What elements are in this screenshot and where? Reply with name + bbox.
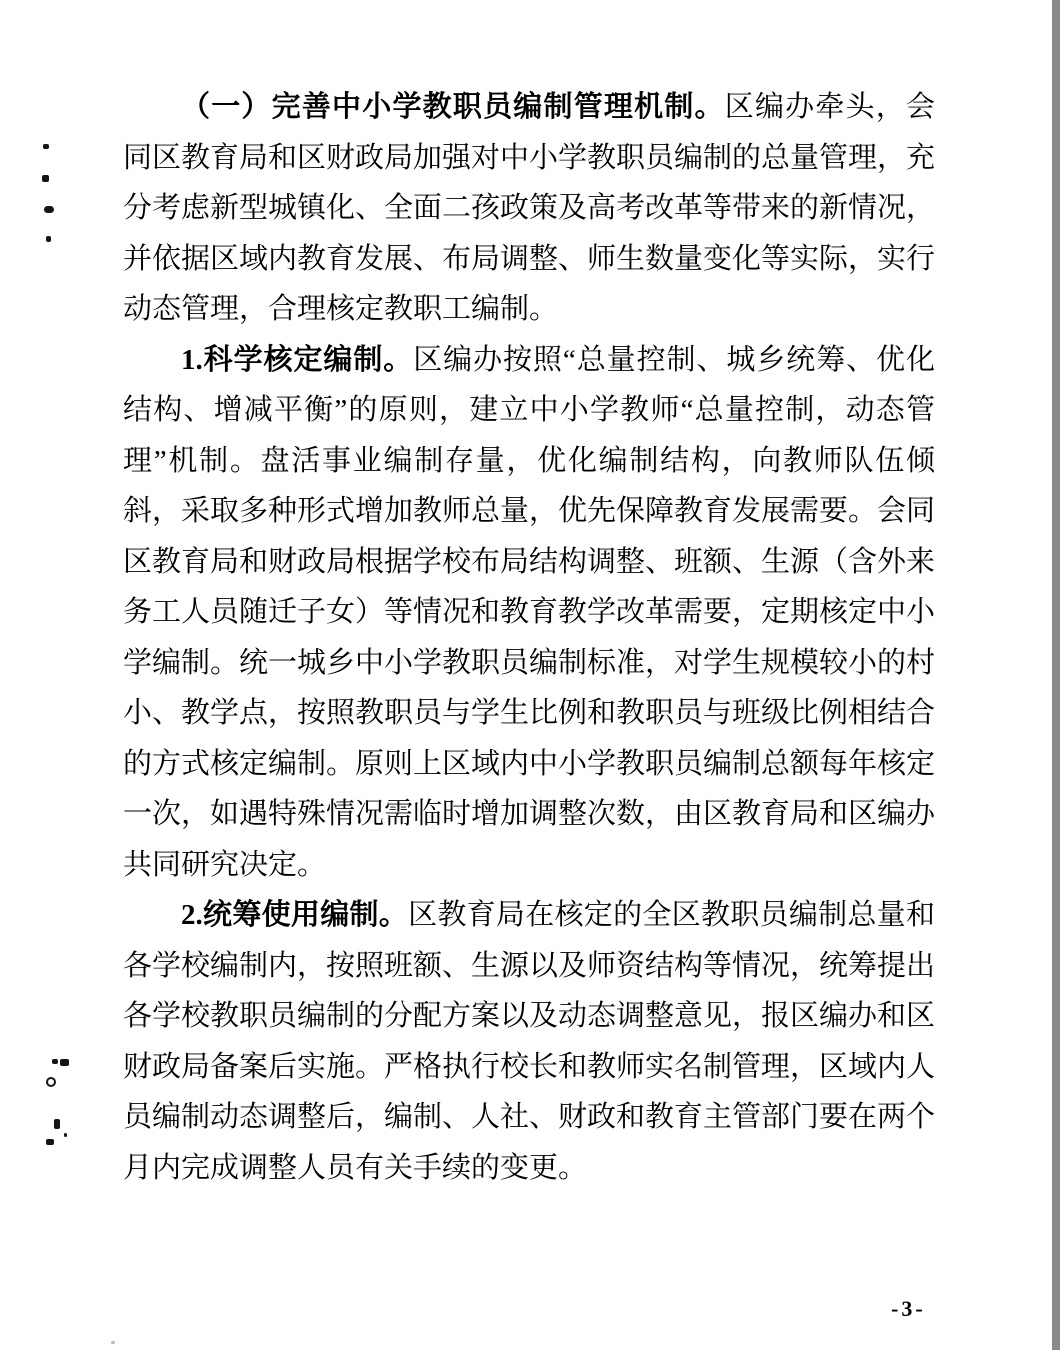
- paragraph-text-item-2: 区教育局在核定的全区教职员编制总量和各学校编制内，按照班额、生源以及师资结构等情况，统筹提出各学校教职员编制的分配方案以及动态调整意见，报区编办和区财政局备案后实施。严格执行校长和教师实名制管理，区域内人员编制动态调整后，编制、人社、财政和教育主管部门要在两个月内完成调整人员有关手续的变更。: [123, 899, 936, 1184]
- paragraph-lead-item-2: 2.统筹使用编制。: [181, 899, 409, 931]
- paragraph-text-section-1: 区编办牵头，会同区教育局和区财政局加强对中小学教职员编制的总量管理，充分考虑新型城镇化、全面二孩政策及高考改革等带来的新情况，并依据区域内教育发展、布局调整、师生数量变化等实际，实行动态管理，合理核定教职工编制。: [123, 91, 936, 325]
- paragraph-text-item-1: 区编办按照“总量控制、城乡统筹、优化结构、增减平衡”的原则，建立中小学教师“总量控制，动态管理”机制。盘活事业编制存量，优化编制结构，向教师队伍倾斜，采取多种形式增加教师总量，优先保障教育发展需要。会同区教育局和财政局根据学校布局结构调整、班额、生源（含外来务工人员随迁子女）等情况和教育教学改革需要，定期核定中小学编制。统一城乡中小学教职员编制标准，对学生规模较小的村小、教学点，按照教职员与学生比例和教职员与班级比例相结合的方式核定编制。原则上区域内中小学教职员编制总额每年核定一次，如遇特殊情况需临时增加调整次数，由区教育局和区编办共同研究决定。: [123, 343, 936, 881]
- paragraph-lead-item-1: 1.科学核定编制。: [181, 343, 414, 376]
- paragraph-item-1: [123, 335, 935, 891]
- scanner-edge-strip: [1052, 0, 1060, 1350]
- scan-speck: [64, 1133, 67, 1137]
- scan-speck: [54, 1119, 60, 1129]
- paragraph-section-1: [123, 82, 935, 335]
- scan-speck: [44, 206, 54, 213]
- document-body: [123, 82, 935, 1193]
- scan-speck: [60, 1059, 69, 1066]
- scan-speck: [111, 1341, 115, 1344]
- paragraph-lead-section-1: （一）完善中小学教职员编制管理机制。: [181, 91, 725, 123]
- scan-speck: [46, 1139, 54, 1145]
- scan-speck: [46, 1077, 56, 1087]
- scan-speck: [52, 1059, 58, 1064]
- paragraph-item-2: [123, 890, 935, 1193]
- page-number: -3-: [891, 1296, 926, 1321]
- scan-speck: [43, 144, 49, 149]
- scan-speck: [42, 175, 49, 182]
- scan-speck: [46, 236, 51, 242]
